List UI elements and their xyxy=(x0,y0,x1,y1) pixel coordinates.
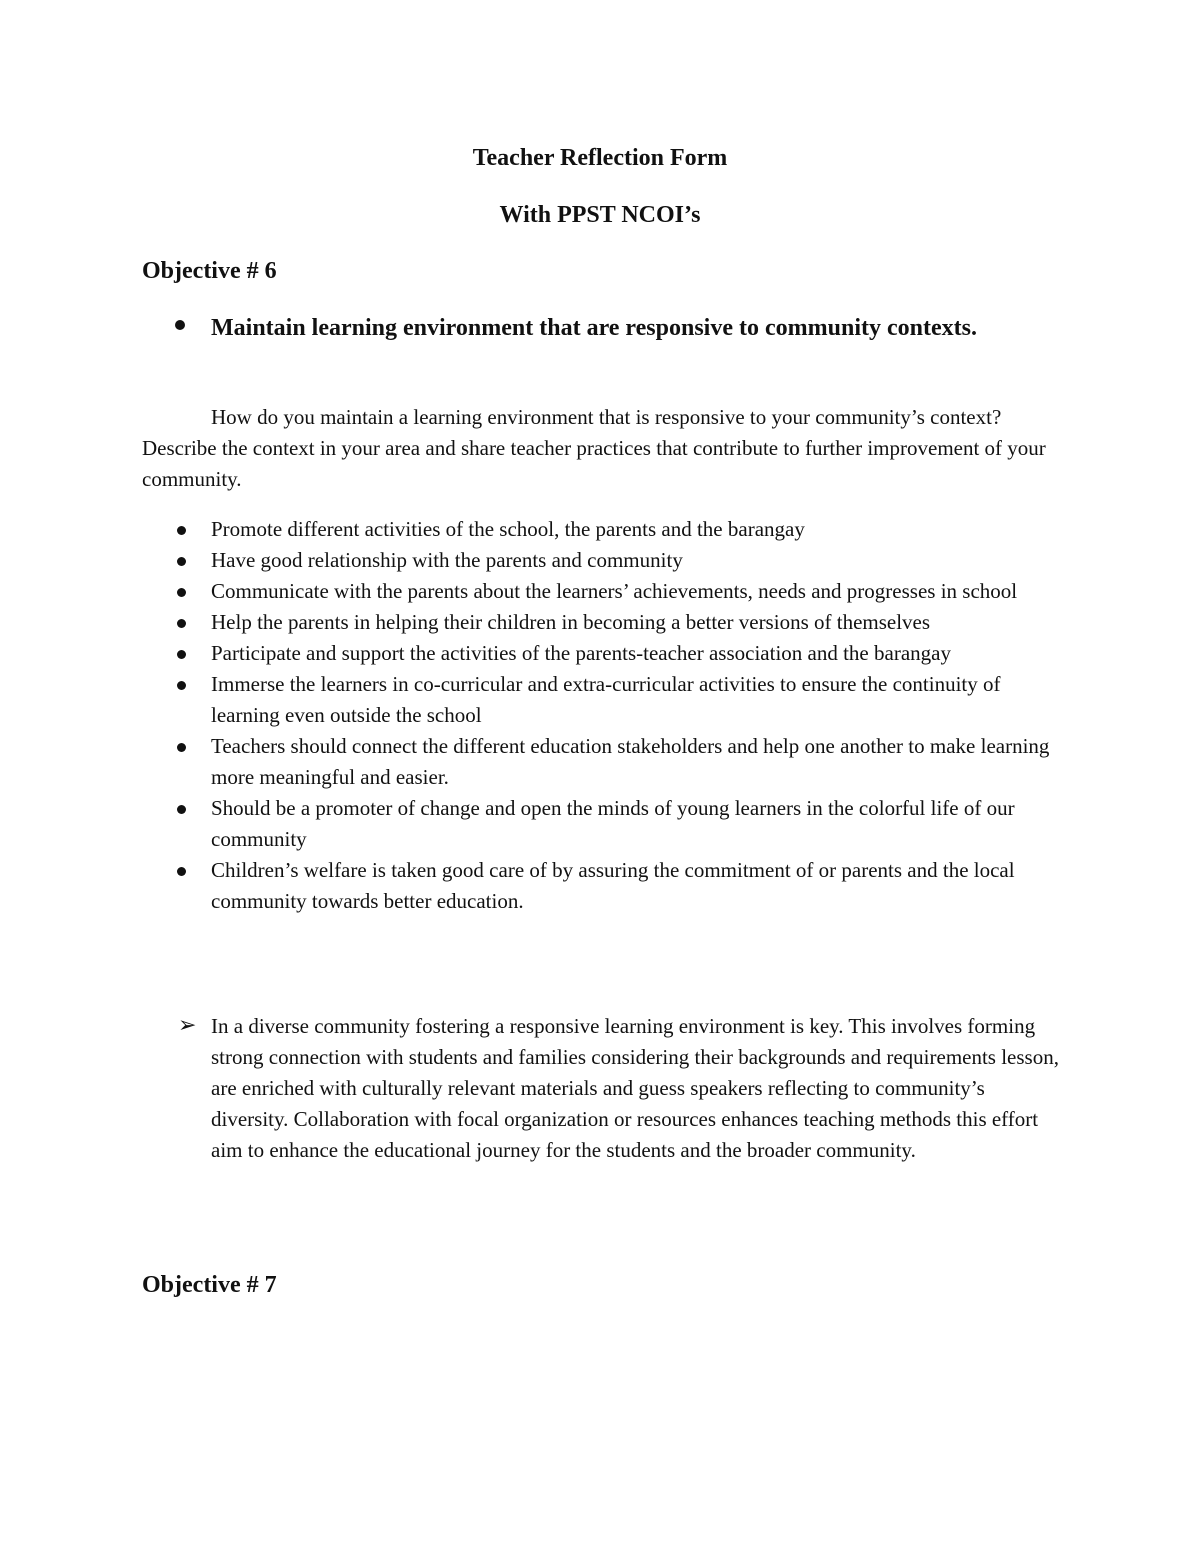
practices-list xyxy=(142,514,1062,917)
bullet-icon xyxy=(177,743,186,752)
list-item xyxy=(142,545,1062,576)
list-item xyxy=(142,855,1062,917)
list-item-text: Communicate with the parents about the learners’ achievements, needs and progresses in school xyxy=(211,579,1018,603)
bullet-icon xyxy=(177,619,186,628)
list-item-text: Help the parents in helping their children in becoming a better versions of themselves xyxy=(211,610,931,634)
list-item xyxy=(142,669,1062,731)
list-item-text: Teachers should connect the different education stakeholders and help one another to make learning more meaningful and easier. xyxy=(211,734,1050,789)
document-title: Teacher Reflection Form xyxy=(472,145,728,171)
objective-7-heading: Objective # 7 xyxy=(142,1272,277,1298)
objective-6-indicator: Maintain learning environment that are responsive to community contexts. xyxy=(211,315,977,341)
list-item xyxy=(142,793,1062,855)
bullet-icon xyxy=(177,681,186,690)
bullet-icon xyxy=(175,320,185,330)
bullet-icon xyxy=(177,526,186,535)
list-item-text: Participate and support the activities of the parents-teacher association and the barangay xyxy=(211,641,951,665)
bullet-icon xyxy=(177,557,186,566)
list-item xyxy=(142,638,1062,669)
bullet-icon xyxy=(177,805,186,814)
list-item-text: Children’s welfare is taken good care of by assuring the commitment of or parents and the local community towards better education. xyxy=(211,858,1015,913)
list-item-text: Immerse the learners in co-curricular and extra-curricular activities to ensure the continuity of learning even outside the school xyxy=(211,672,1001,727)
document-subtitle: With PPST NCOI’s xyxy=(499,202,701,228)
bullet-icon xyxy=(177,588,186,597)
list-item xyxy=(142,576,1062,607)
objective-6-heading: Objective # 6 xyxy=(142,258,277,284)
arrow-bullet-icon: ➢ xyxy=(178,1013,197,1038)
list-item-text: Promote different activities of the school, the parents and the barangay xyxy=(211,517,805,541)
list-item xyxy=(142,514,1062,545)
list-item xyxy=(142,731,1062,793)
summary-text: In a diverse community fostering a responsive learning environment is key. This involves forming strong connection with students and families considering their backgrounds and requirements lesson, are enriched with culturally relevant materials and guess speakers reflecting to community’s diversity. Collaboration with focal organization or resources enhances teaching methods this effort aim to enhance the educational journey for the students and the broader community. xyxy=(211,1014,1059,1162)
list-item-text: Have good relationship with the parents and community xyxy=(211,548,683,572)
summary-item xyxy=(142,1011,1062,1166)
list-item-text: Should be a promoter of change and open the minds of young learners in the colorful life of our community xyxy=(211,796,1015,851)
bullet-icon xyxy=(177,867,186,876)
reflection-prompt: How do you maintain a learning environment that is responsive to your community’s context? Describe the context in your area and share teacher practices that contribute to further improvement of your community. xyxy=(142,405,1046,491)
bullet-icon xyxy=(177,650,186,659)
list-item xyxy=(142,607,1062,638)
